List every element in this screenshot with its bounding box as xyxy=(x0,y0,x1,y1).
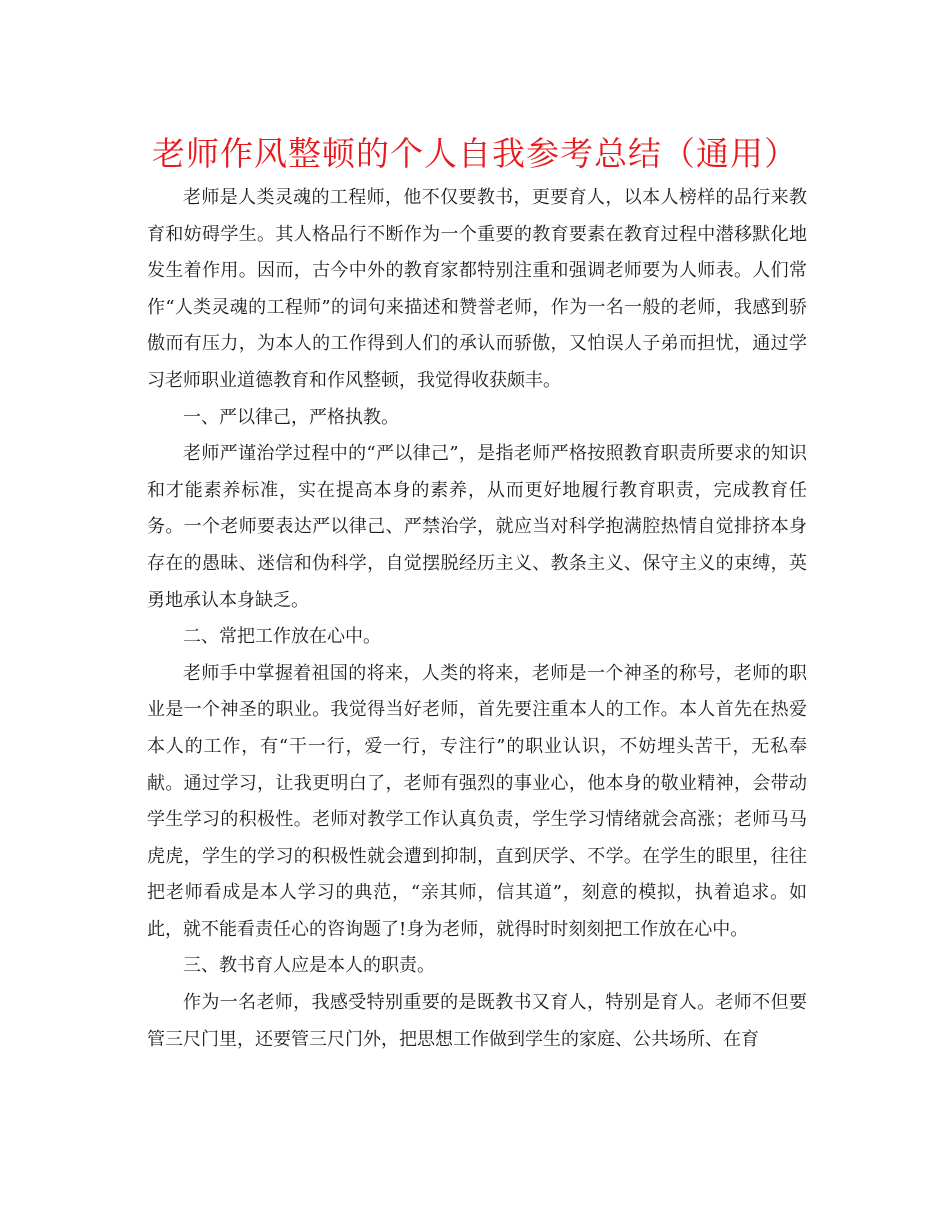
paragraph-intro: 老师是人类灵魂的工程师，他不仅要教书，更要育人，以本人榜样的品行来教育和妨碍学生。其人格品行不断作为一个重要的教育要素在教育过程中潜移默化地发生着作用。因而，古今中外的教育家都特别注重和强调老师要为人师表。人们常作“人类灵魂的工程师”的词句来描述和赞誉老师，作为一名一般的老师，我感到骄傲而有压力，为本人的工作得到人们的承认而骄傲，又怕误人子弟而担忧，通过学习老师职业道德教育和作风整顿，我觉得收获颇丰。 xyxy=(147,187,807,391)
section-heading-2: 二、常把工作放在心中。 xyxy=(183,626,381,648)
paragraph-section-3: 作为一名老师，我感受特别重要的是既教书又育人，特别是育人。老师不但要管三尺门里，还要管三尺门外，把思想工作做到学生的家庭、公共场所、在育 xyxy=(147,992,807,1050)
document-title: 老师作风整顿的个人自我参考总结（通用） xyxy=(152,134,798,173)
document-body xyxy=(147,180,807,1058)
paragraph-section-2: 老师手中掌握着祖国的将来，人类的将来，老师是一个神圣的称号，老师的职业是一个神圣的职业。我觉得当好老师，首先要注重本人的工作。本人首先在热爱本人的工作，有“干一行，爱一行，专注行”的职业认识，不妨埋头苦干，无私奉献。通过学习，让我更明白了，老师有强烈的事业心，他本身的敬业精神，会带动学生学习的积极性。老师对教学工作认真负责，学生学习情绪就会高涨；老师马马虎虎，学生的学习的积极性就会遭到抑制，直到厌学、不学。在学生的眼里，往往把老师看成是本人学习的典范，“亲其师，信其道”，刻意的模拟，执着追求。如此，就不能看责任心的咨询题了!身为老师，就得时时刻刻把工作放在心中。 xyxy=(147,662,807,940)
paragraph-section-1: 老师严谨治学过程中的“严以律己”，是指老师严格按照教育职责所要求的知识和才能素养标准，实在提高本身的素养，从而更好地履行教育职责，完成教育任务。一个老师要表达严以律己、严禁治学，就应当对科学抱满腔热情自觉排挤本身存在的愚昧、迷信和伪科学，自觉摆脱经历主义、教条主义、保守主义的束缚，英勇地承认本身缺乏。 xyxy=(147,443,807,611)
section-heading-1: 一、严以律己，严格执教。 xyxy=(183,406,399,428)
section-heading-3: 三、教书育人应是本人的职责。 xyxy=(183,955,435,977)
